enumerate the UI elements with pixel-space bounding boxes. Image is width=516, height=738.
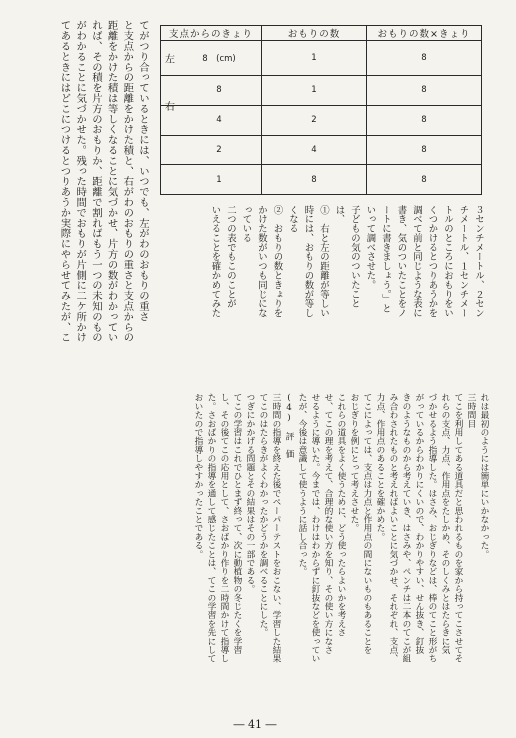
table-cell-value: 2: [216, 144, 222, 155]
text-line: くなる: [287, 205, 298, 234]
table-cell: 8: [367, 135, 482, 165]
table-cell: [161, 135, 262, 165]
table-cell: [161, 101, 262, 135]
table-header: 支点からのきょり: [161, 26, 262, 41]
text-line: た。さおばかりの指導を通して感じたことは、てこの学習を先にして: [206, 393, 216, 663]
table-cell-value: 4: [216, 115, 222, 126]
text-line: れらの支点、力点、作用点をたしかめ、そのしくみとはたらきに気: [440, 393, 450, 654]
table-header-row: [161, 26, 482, 41]
table-header: おもりの数×きょり: [367, 26, 482, 41]
text-line: いえることを確かめてみた: [209, 205, 221, 318]
text-line: づかせるよう指導した。はさみ、おじぎりなどは、棒のてこと形がち: [427, 393, 437, 663]
text-line: み合わされたものと考えればよいことに気づかせ、それぞれ、支点、: [388, 393, 398, 663]
text-line: っている: [240, 205, 252, 243]
table-cell: 8: [262, 165, 367, 195]
table-row: [161, 135, 482, 165]
text-line: おじぎりを例にとって考えさせた。: [349, 393, 359, 533]
text-block-middle: [196, 205, 486, 391]
table-row: [161, 76, 482, 106]
table-row: [161, 41, 482, 76]
text-line: がっているからわかりにくいので、わかりやすい、せん抜き、釘抜: [414, 393, 424, 654]
text-line: は、: [333, 205, 345, 224]
page-number: ― 41 ―: [233, 718, 277, 731]
section-heading: (4) 評 価: [284, 393, 294, 458]
text-line: いって調べさせた。: [364, 205, 376, 290]
text-line: たが、今後は意識して使うように話し合った。: [297, 393, 307, 576]
table-header: おもりの数: [262, 26, 367, 41]
text-line: ３センチメートル、２セン: [473, 205, 484, 318]
text-line: これらの道具をよく使うために、どう使ったらよいかを考えさ: [336, 393, 346, 637]
table-cell: 2: [262, 105, 367, 135]
table-cell: 4: [262, 135, 367, 165]
text-line: てこによっては、支点は力点と作用点の間にないものもあることを: [362, 393, 372, 654]
text-line: 三時間の指導を終えた後でペーパーテストをおこない、学習した結果: [271, 393, 281, 663]
text-line: 子どもの気のついたこと: [349, 205, 360, 309]
table-row: [161, 105, 482, 135]
text-line: ② おもりの数ときょりを: [271, 205, 283, 318]
text-line: てがつり合っているときには、いつでも、左がわのおもりの重さ: [137, 20, 149, 322]
text-line: ① 右と左の距離が等しい: [318, 205, 329, 318]
text-line: れば、その積を片方のおもりか、距離で割ればもう一つの未知のもの: [89, 20, 102, 343]
text-line: ートに書きましょう。」と: [380, 205, 391, 313]
text-line: せ、てこの理を考えて、合理的な使い方を知り、その使い方になさ: [323, 393, 333, 654]
table-cell: 1: [262, 41, 367, 76]
text-line: てあるときにはどこにつけるとつりあうか実際にやらせてみたが、こ: [58, 20, 71, 343]
table-cell: 8: [367, 165, 482, 195]
text-line: せるように導いた。今までは、わけはわからずに釘抜などを使ってい: [310, 393, 320, 663]
table-cell: 8: [367, 41, 482, 76]
text-line: くつかけるとつりあうかを: [426, 205, 438, 318]
table-cell: [161, 165, 262, 195]
text-line: つぎにかかげる問題とその結果はその一部である。: [245, 393, 255, 594]
text-line: 時には、おもりの数が等し: [302, 205, 314, 318]
text-line: 二つの表でもこのことが: [225, 205, 236, 309]
table-cell: [161, 76, 262, 106]
text-line: かけた数がいつも同じにな: [256, 205, 267, 318]
text-line: 調べて前と同じような表に: [411, 205, 422, 318]
side-label-left: 左: [165, 54, 175, 66]
text-line: てこのはたらきがよくわかったかどうかを調べることにした。: [258, 393, 268, 637]
data-table: [160, 25, 482, 195]
text-block-bottom: [40, 393, 490, 711]
table-cell-value: 8: [216, 85, 222, 96]
text-line: 書き、気のついたことをノ: [395, 205, 407, 318]
table-cell: 8: [367, 76, 482, 106]
table-cell: 8: [367, 105, 482, 135]
table-row: [161, 165, 482, 195]
text-line: と支点からの距離をかけた積と、右がわのおもりの重さと支点からの: [121, 20, 134, 343]
text-line: 力点、作用点のあることを確かめた。: [375, 393, 385, 541]
table-cell-value: 1: [216, 174, 222, 185]
table-cell: [161, 41, 262, 76]
table-cell: 1: [262, 76, 367, 106]
side-label-right: 右: [165, 101, 175, 113]
text-line: てこを利用してある道具だと思われるものを家から持ってこさせてそ: [453, 393, 463, 663]
text-line: おいたので指導しやすかったことである。: [193, 393, 203, 559]
text-line: チメートル、１センチメー: [457, 205, 469, 318]
text-line: し、その後てこの応用として、さおばかり作りを二時間かけて指導し: [219, 393, 229, 663]
text-line: トルのところにおもりをい: [442, 205, 453, 318]
table-cell-value: 8 (cm): [202, 54, 236, 65]
text-line: がわかることに気づかせた。残った時間でおもりが片側に二ケ所かけ: [74, 20, 87, 343]
text-line: てこの学習はこれでひとまず終って、次に動植物の冬じたくを学習: [232, 393, 242, 654]
text-block-top: [22, 20, 150, 382]
section-heading: 三時間目: [466, 393, 476, 428]
text-line: 距離をかけた積は等しくなることに気づかせ、片方の数がわかってい: [105, 20, 118, 343]
text-line: れは最初のようには簡単にいかなかった。: [479, 393, 489, 559]
text-line: きのようなものから考えていき、はさみや、ペンチは二本のてこが組: [401, 393, 411, 663]
